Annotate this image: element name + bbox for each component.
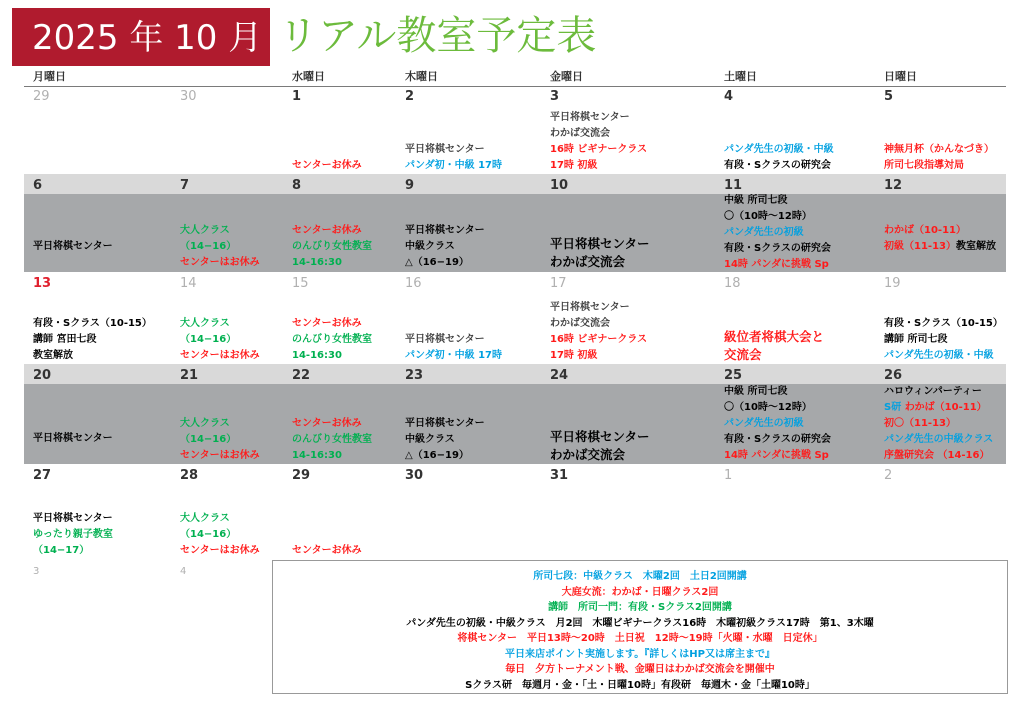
event-line: のんびり女性教室 <box>292 241 372 252</box>
event-line: △（16−19） <box>405 257 469 268</box>
event-thu-w3 <box>405 332 502 364</box>
event-line: 平日将棋センター <box>405 334 485 345</box>
event-line: 講師 所司七段 <box>884 334 948 345</box>
date-cell: 4 <box>180 566 187 577</box>
week-body-band <box>24 384 1006 464</box>
event-line: 大人クラス <box>180 318 230 329</box>
event-line: （14−16） <box>180 529 237 540</box>
event-line: 平日将棋センター <box>405 418 485 429</box>
event-line: 教室解放 <box>33 350 73 361</box>
event-line: 16時 ビギナークラス <box>550 334 648 345</box>
date-cell: 8 <box>292 178 302 193</box>
event-line: 平日将棋センター <box>33 513 113 524</box>
event-fri-w2 <box>550 235 650 271</box>
date-cell: 30 <box>180 89 197 104</box>
event-line: 14時 パンダに挑戦 Sp <box>724 450 829 461</box>
info-line: 講師 所司一門：有段・Sクラス2回開講 <box>548 602 732 613</box>
event-line: 有段・Sクラス（10-15） <box>33 318 152 329</box>
event-line: S研 <box>884 402 902 413</box>
date-cell: 1 <box>292 89 302 104</box>
event-line: 中級 所司七段 <box>724 386 788 397</box>
date-cell: 25 <box>724 368 743 383</box>
event-line: 17時 初級 <box>550 350 598 361</box>
dayname-mon: 月曜日 <box>33 70 66 83</box>
event-tue-w3 <box>180 316 260 364</box>
date-cell: 3 <box>550 89 560 104</box>
dayname-thu: 木曜日 <box>405 70 438 83</box>
event-wed-w2 <box>292 223 372 271</box>
event-line: 大人クラス <box>180 513 230 524</box>
event-line: 〇（10時〜12時） <box>724 211 812 222</box>
event-sun-w2 <box>884 223 996 255</box>
event-line: 有段・Sクラス（10-15） <box>884 318 1003 329</box>
event-tue-w5 <box>180 511 260 559</box>
info-line: 将棋センター 平日13時〜20時 土日祝 12時〜19時「火曜・水曜 日定休」 <box>457 633 823 644</box>
event-line: 初級（11-13） <box>884 241 956 252</box>
event-line: センターお休み <box>292 225 362 236</box>
event-line: わかば（10-11） <box>884 225 966 236</box>
dayname-sun: 日曜日 <box>884 70 917 83</box>
event-line: のんびり女性教室 <box>292 434 372 445</box>
date-cell: 18 <box>724 276 741 291</box>
date-cell: 15 <box>292 276 309 291</box>
info-line: パンダ先生の初級・中級クラス 月2回 木曜ビギナークラス16時 木曜初級クラス17時 第1、3木曜 <box>406 617 874 629</box>
event-sun-w4 <box>884 384 993 464</box>
event-line: わかば交流会 <box>550 318 610 329</box>
event-tue-w4 <box>180 416 260 464</box>
event-line: 交流会 <box>724 347 762 362</box>
event-sun-w3 <box>884 316 1003 364</box>
event-sat-w3 <box>724 328 824 364</box>
date-cell: 16 <box>405 276 422 291</box>
week-body-band <box>24 194 1006 272</box>
event-line: パンダ先生の中級クラス <box>884 434 994 445</box>
event-line: 級位者将棋大会と <box>724 329 825 344</box>
event-line: パンダ先生の初級 <box>724 227 804 238</box>
date-cell: 2 <box>884 468 893 483</box>
event-line: センターはお休み <box>180 450 260 461</box>
event-line: 大人クラス <box>180 225 230 236</box>
event-line: （14−17） <box>33 545 90 556</box>
date-cell: 1 <box>724 468 733 483</box>
event-line: △（16−19） <box>405 450 469 461</box>
date-cell: 17 <box>550 276 567 291</box>
event-line: センターお休み <box>292 160 362 171</box>
event-line: 初〇（11-13） <box>884 418 956 429</box>
event-line: 序盤研究会 （14-16） <box>884 450 990 461</box>
info-line: 所司七段：中級クラス 木曜2回 土日2回開講 <box>533 571 747 582</box>
event-line: 17時 初級 <box>550 160 598 171</box>
event-wed-w3 <box>292 316 372 364</box>
event-line: わかば交流会 <box>550 254 626 269</box>
event-mon-w3 <box>33 316 152 364</box>
event-line-group <box>884 239 996 255</box>
date-cell: 6 <box>33 178 43 193</box>
week-header-band <box>24 364 1006 384</box>
event-line: 平日将棋センター <box>33 433 113 444</box>
event-line: 有段・Sクラスの研究会 <box>724 243 831 254</box>
dayname-sat: 土曜日 <box>724 70 757 83</box>
date-cell: 4 <box>724 89 734 104</box>
event-line-group <box>884 400 993 416</box>
event-thu-w2 <box>405 223 485 271</box>
date-cell: 27 <box>33 468 52 483</box>
event-line: パンダ先生の初級・中級 <box>884 350 994 361</box>
dayname-wed: 水曜日 <box>292 70 325 83</box>
event-wed-w1 <box>292 158 362 174</box>
month-title: 2025 年 10 月 <box>32 18 263 58</box>
event-line: のんびり女性教室 <box>292 334 372 345</box>
event-line: 大人クラス <box>180 418 230 429</box>
date-cell: 28 <box>180 468 199 483</box>
event-sat-w2 <box>724 193 831 273</box>
event-line: パンダ初・中級 17時 <box>405 160 502 171</box>
event-line: 平日将棋センター <box>405 225 485 236</box>
event-sat-w4 <box>724 384 831 464</box>
event-sat-w1 <box>724 142 834 174</box>
event-line: 平日将棋センター <box>405 144 485 155</box>
info-line: 平日来店ポイント実施します。『詳しくはHP又は席主まで』 <box>505 648 775 660</box>
date-cell: 5 <box>884 89 894 104</box>
event-line: 平日将棋センター <box>550 112 630 123</box>
event-line: （14−16） <box>180 241 237 252</box>
event-line: （14−16） <box>180 334 237 345</box>
event-line: 平日将棋センター <box>550 236 650 251</box>
event-line: センターはお休み <box>180 545 260 556</box>
info-line: 大庭女流：わかば・日曜クラス2回 <box>561 586 719 598</box>
event-line: センターはお休み <box>180 350 260 361</box>
event-line: 14時 パンダに挑戦 Sp <box>724 259 829 270</box>
event-line: わかば交流会 <box>550 128 610 139</box>
event-line: 教室解放 <box>955 241 996 252</box>
event-thu-w1 <box>405 142 502 174</box>
dayname-fri: 金曜日 <box>550 70 583 83</box>
event-line: センターお休み <box>292 545 362 556</box>
date-cell: 2 <box>405 89 415 104</box>
info-line: 毎日 夕方トーナメント戦、金曜日はわかば交流会を開催中 <box>505 664 775 675</box>
date-cell: 11 <box>724 178 743 193</box>
event-line: センターお休み <box>292 318 362 329</box>
date-cell: 21 <box>180 368 199 383</box>
event-line: センターお休み <box>292 418 362 429</box>
date-cell: 23 <box>405 368 424 383</box>
event-line: 講師 宮田七段 <box>33 334 97 345</box>
event-line: 神無月杯（かんなづき） <box>884 144 994 155</box>
date-cell: 31 <box>550 468 569 483</box>
event-fri-w1 <box>550 110 647 174</box>
date-cell: 24 <box>550 368 569 383</box>
event-line: 所司七段指導対局 <box>884 160 964 171</box>
schedule-title: リアル教室予定表 <box>278 13 597 59</box>
date-cell: 10 <box>550 178 569 193</box>
week-header-band <box>24 174 1006 194</box>
event-line: 平日将棋センター <box>550 429 650 444</box>
event-line: パンダ初・中級 17時 <box>405 350 502 361</box>
date-cell: 7 <box>180 178 190 193</box>
date-cell: 30 <box>405 468 424 483</box>
date-cell: 20 <box>33 368 52 383</box>
event-line: ハロウィンパーティー <box>884 386 982 397</box>
date-cell: 9 <box>405 178 415 193</box>
event-fri-w3 <box>550 300 647 364</box>
event-thu-w4 <box>405 416 485 464</box>
event-fri-w4 <box>550 428 650 464</box>
date-cell: 14 <box>180 276 197 291</box>
event-line: ゆったり親子教室 <box>33 529 113 540</box>
header-divider <box>24 86 1006 87</box>
date-cell: 13 <box>33 276 52 291</box>
date-cell: 26 <box>884 368 903 383</box>
event-wed-w5 <box>292 543 362 559</box>
date-cell: 12 <box>884 178 903 193</box>
event-line: わかば（10-11） <box>904 402 987 413</box>
event-line: センターはお休み <box>180 257 260 268</box>
event-mon-w2 <box>33 239 113 255</box>
event-tue-w2 <box>180 223 260 271</box>
event-mon-w4 <box>33 431 113 447</box>
event-line: 14-16:30 <box>292 257 342 268</box>
event-line: 中級クラス <box>405 434 455 445</box>
event-sun-w1 <box>884 142 994 174</box>
event-mon-w5 <box>33 511 113 559</box>
date-cell: 3 <box>33 566 40 577</box>
event-line: 平日将棋センター <box>33 241 113 252</box>
event-line: 16時 ビギナークラス <box>550 144 648 155</box>
event-line: 〇（10時〜12時） <box>724 402 812 413</box>
event-wed-w4 <box>292 416 372 464</box>
event-line: 有段・Sクラスの研究会 <box>724 434 831 445</box>
info-line: Sクラス研 毎週月・金・「土・日曜10時」有段研 毎週木・金「土曜10時」 <box>465 679 815 691</box>
event-line: 平日将棋センター <box>550 302 630 313</box>
event-line: わかば交流会 <box>550 447 626 462</box>
date-cell: 29 <box>33 89 50 104</box>
event-line: パンダ先生の初級 <box>724 418 804 429</box>
date-cell: 29 <box>292 468 311 483</box>
info-notes-box <box>272 560 1008 694</box>
date-cell: 19 <box>884 276 901 291</box>
event-line: 中級 所司七段 <box>724 195 788 206</box>
event-line: 14-16:30 <box>292 350 342 361</box>
date-cell: 22 <box>292 368 311 383</box>
event-line: （14−16） <box>180 434 237 445</box>
event-line: 14-16:30 <box>292 450 342 461</box>
event-line: 有段・Sクラスの研究会 <box>724 160 831 171</box>
event-line: 中級クラス <box>405 241 455 252</box>
event-line: パンダ先生の初級・中級 <box>724 144 834 155</box>
